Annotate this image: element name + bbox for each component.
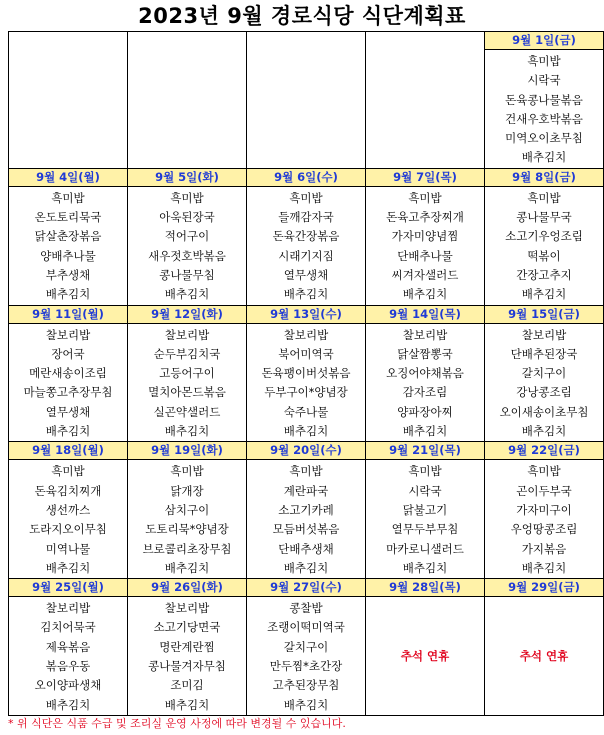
day-date-header: 9월 28일(목) bbox=[366, 579, 484, 597]
menu-item bbox=[9, 70, 127, 89]
menu-item: 씨겨자샐러드 bbox=[391, 267, 459, 282]
menu-item: 흑미밥 bbox=[527, 464, 561, 479]
menu-item: 찰보리밥 bbox=[521, 327, 567, 342]
menu-item: 콩나물겨자무침 bbox=[148, 659, 226, 674]
day-date-header: 9월 22일(금) bbox=[485, 442, 603, 460]
menu-item: 갈치구이 bbox=[283, 639, 329, 654]
menu-item: 배추김치 bbox=[45, 697, 91, 712]
page-title: 2023년 9월 경로식당 식단계획표 bbox=[138, 4, 466, 28]
menu-item: 돈육김치찌개 bbox=[34, 483, 102, 498]
day-cell bbox=[366, 168, 485, 305]
menu-item: 모듬버섯볶음 bbox=[272, 522, 340, 537]
menu-item: 감자조림 bbox=[402, 385, 448, 400]
disclaimer-note: * 위 식단은 식품 수급 및 조리실 운영 사정에 따라 변경될 수 있습니다. bbox=[8, 717, 346, 730]
menu-item: 온도토리묵국 bbox=[34, 210, 102, 225]
menu-item bbox=[247, 70, 365, 89]
menu-item: 배추김치 bbox=[45, 287, 91, 302]
menu-item-list bbox=[128, 460, 246, 578]
menu-item: 배추김치 bbox=[45, 560, 91, 575]
menu-item: 배추김치 bbox=[402, 287, 448, 302]
menu-item: 찰보리밥 bbox=[45, 327, 91, 342]
day-date-header: 9월 5일(화) bbox=[128, 169, 246, 187]
menu-item: 열무생채 bbox=[283, 267, 329, 282]
menu-item: 마늘쫑고추장무침 bbox=[23, 385, 113, 400]
menu-item bbox=[366, 70, 484, 89]
day-date-header: 9월 6일(수) bbox=[247, 169, 365, 187]
menu-item: 배추김치 bbox=[164, 287, 210, 302]
week-row bbox=[9, 168, 604, 305]
menu-item: 시락국 bbox=[408, 483, 442, 498]
menu-item: 미역오이초무침 bbox=[505, 131, 583, 146]
menu-item: 닭불고기 bbox=[402, 502, 448, 517]
menu-item bbox=[9, 51, 127, 70]
menu-item: 돈육간장볶음 bbox=[272, 229, 340, 244]
menu-item bbox=[366, 109, 484, 128]
day-date-header: 9월 14일(목) bbox=[366, 306, 484, 324]
day-date-header: 9월 18일(월) bbox=[9, 442, 127, 460]
day-date-header: 9월 26일(화) bbox=[128, 579, 246, 597]
day-date-header: 9월 12일(화) bbox=[128, 306, 246, 324]
menu-item: 닭살짬뽕국 bbox=[397, 346, 453, 361]
menu-item: 배추김치 bbox=[164, 424, 210, 439]
day-cell bbox=[485, 168, 604, 305]
menu-item: 떡볶이 bbox=[527, 248, 561, 263]
empty-day-header bbox=[247, 32, 365, 49]
week-row bbox=[9, 442, 604, 579]
menu-item: 강낭콩조림 bbox=[516, 385, 572, 400]
menu-item bbox=[366, 90, 484, 109]
menu-item: 제육볶음 bbox=[45, 639, 91, 654]
day-cell bbox=[366, 579, 485, 716]
day-cell bbox=[128, 305, 247, 442]
menu-item: 배추김치 bbox=[521, 287, 567, 302]
menu-item: 단배추생채 bbox=[278, 541, 334, 556]
menu-item: 조미김 bbox=[170, 678, 204, 693]
empty-day-header bbox=[128, 32, 246, 49]
menu-item: 흑미밥 bbox=[170, 464, 204, 479]
menu-item-list bbox=[366, 324, 484, 442]
menu-item bbox=[9, 147, 127, 166]
menu-item: 돈육고추장찌개 bbox=[386, 210, 464, 225]
menu-item: 배추김치 bbox=[402, 424, 448, 439]
menu-item bbox=[128, 128, 246, 147]
menu-item: 오이양파생채 bbox=[34, 678, 102, 693]
menu-item: 고추된장무침 bbox=[272, 678, 340, 693]
day-cell bbox=[247, 32, 366, 169]
menu-item: 우엉땅콩조림 bbox=[510, 522, 578, 537]
menu-item: 흑미밥 bbox=[527, 54, 561, 68]
menu-item: 단배추된장국 bbox=[510, 346, 578, 361]
menu-item-list bbox=[485, 50, 603, 168]
menu-item: 흑미밥 bbox=[408, 190, 442, 205]
day-cell bbox=[9, 32, 128, 169]
menu-item-list bbox=[485, 187, 603, 305]
menu-item: 가지볶음 bbox=[521, 541, 567, 556]
day-cell bbox=[128, 579, 247, 716]
menu-item bbox=[128, 109, 246, 128]
menu-item: 생선까스 bbox=[45, 502, 91, 517]
day-cell bbox=[128, 442, 247, 579]
menu-item: 고등어구이 bbox=[159, 366, 215, 381]
day-cell bbox=[9, 579, 128, 716]
menu-item bbox=[9, 109, 127, 128]
day-date-header: 9월 15일(금) bbox=[485, 306, 603, 324]
day-date-header: 9월 21일(목) bbox=[366, 442, 484, 460]
menu-item: 오이새송이초무침 bbox=[499, 404, 589, 419]
menu-item: 배추김치 bbox=[164, 560, 210, 575]
menu-item bbox=[247, 128, 365, 147]
menu-item bbox=[9, 128, 127, 147]
menu-item: 시락국 bbox=[527, 73, 561, 88]
menu-item: 조랭이떡미역국 bbox=[267, 620, 345, 635]
menu-item: 명란계란찜 bbox=[159, 639, 215, 654]
menu-item: 북어미역국 bbox=[278, 346, 334, 361]
menu-item: 장어국 bbox=[51, 346, 85, 361]
day-cell bbox=[9, 442, 128, 579]
day-date-header: 9월 13일(수) bbox=[247, 306, 365, 324]
menu-item: 찰보리밥 bbox=[164, 327, 210, 342]
menu-item: 김치어묵국 bbox=[40, 620, 96, 635]
menu-item bbox=[247, 90, 365, 109]
day-cell bbox=[485, 305, 604, 442]
menu-item: 콩나물무침 bbox=[159, 267, 215, 282]
menu-item: 실곤약샐러드 bbox=[153, 404, 221, 419]
day-cell bbox=[366, 442, 485, 579]
menu-item: 브로콜리초장무침 bbox=[142, 541, 232, 556]
day-date-header: 9월 27일(수) bbox=[247, 579, 365, 597]
menu-item-list bbox=[247, 597, 365, 715]
day-date-header: 9월 4일(월) bbox=[9, 169, 127, 187]
menu-item bbox=[247, 109, 365, 128]
menu-item: 들깨감자국 bbox=[278, 210, 334, 225]
menu-item-list bbox=[366, 49, 484, 167]
menu-item: 가자미양념찜 bbox=[391, 229, 459, 244]
menu-item bbox=[247, 147, 365, 166]
meal-plan-table bbox=[8, 31, 604, 716]
menu-item: 계란파국 bbox=[283, 483, 329, 498]
menu-item: 돈육콩나물볶음 bbox=[505, 92, 583, 107]
menu-item-list bbox=[9, 187, 127, 305]
menu-item: 소고기우엉조림 bbox=[505, 229, 583, 244]
menu-item-list bbox=[247, 49, 365, 167]
menu-item: 순두부김치국 bbox=[153, 346, 221, 361]
menu-item-list bbox=[9, 49, 127, 167]
menu-item-list bbox=[247, 460, 365, 578]
day-cell bbox=[485, 579, 604, 716]
day-date-header: 9월 29일(금) bbox=[485, 579, 603, 597]
menu-item-list bbox=[247, 187, 365, 305]
menu-item: 찰보리밥 bbox=[164, 601, 210, 616]
menu-item bbox=[128, 51, 246, 70]
menu-item: 콩찰밥 bbox=[289, 601, 323, 616]
menu-item: 숙주나물 bbox=[283, 404, 329, 419]
day-cell bbox=[128, 168, 247, 305]
menu-item: 찰보리밥 bbox=[283, 327, 329, 342]
menu-item: 새우젓호박볶음 bbox=[148, 248, 226, 263]
menu-item: 볶음우동 bbox=[45, 659, 91, 674]
menu-item: 흑미밥 bbox=[527, 190, 561, 205]
menu-item: 단배추나물 bbox=[397, 248, 453, 263]
menu-item bbox=[9, 90, 127, 109]
day-date-header: 9월 1일(금) bbox=[485, 32, 603, 50]
menu-item: 가자미구이 bbox=[516, 502, 572, 517]
menu-item: 배추김치 bbox=[521, 560, 567, 575]
menu-item-list bbox=[9, 597, 127, 715]
menu-item: 배추김치 bbox=[283, 424, 329, 439]
day-cell bbox=[247, 579, 366, 716]
day-date-header: 9월 19일(화) bbox=[128, 442, 246, 460]
menu-item: 흑미밥 bbox=[289, 190, 323, 205]
week-row bbox=[9, 305, 604, 442]
day-cell bbox=[9, 305, 128, 442]
menu-item: 돈육팽이버섯볶음 bbox=[261, 366, 351, 381]
menu-item: 닭살춘장볶음 bbox=[34, 229, 102, 244]
menu-item: 건새우호박볶음 bbox=[505, 111, 583, 126]
menu-item-list bbox=[128, 597, 246, 715]
menu-item-list bbox=[128, 187, 246, 305]
menu-item: 양파장아찌 bbox=[397, 404, 453, 419]
menu-item: 두부구이*양념장 bbox=[264, 385, 348, 400]
day-cell bbox=[247, 442, 366, 579]
menu-item bbox=[247, 51, 365, 70]
empty-day-header bbox=[366, 32, 484, 49]
menu-item-list bbox=[9, 324, 127, 442]
day-cell bbox=[128, 32, 247, 169]
day-cell bbox=[9, 168, 128, 305]
menu-item: 소고기당면국 bbox=[153, 620, 221, 635]
menu-item: 찰보리밥 bbox=[45, 601, 91, 616]
menu-item: 오징어야채볶음 bbox=[386, 366, 464, 381]
day-cell bbox=[485, 32, 604, 169]
menu-item: 닭개장 bbox=[170, 483, 204, 498]
menu-item-list bbox=[128, 49, 246, 167]
menu-item-list bbox=[366, 187, 484, 305]
menu-item-list bbox=[247, 324, 365, 442]
menu-item: 간장고추지 bbox=[516, 267, 572, 282]
menu-item: 삼치구이 bbox=[164, 502, 210, 517]
menu-item: 적어구이 bbox=[164, 229, 210, 244]
menu-item: 흑미밥 bbox=[289, 464, 323, 479]
day-date-header: 9월 11일(월) bbox=[9, 306, 127, 324]
menu-item-list bbox=[128, 324, 246, 442]
menu-item: 도토리묵*양념장 bbox=[145, 522, 229, 537]
day-date-header: 9월 20일(수) bbox=[247, 442, 365, 460]
menu-item: 배추김치 bbox=[402, 560, 448, 575]
day-date-header: 9월 25일(월) bbox=[9, 579, 127, 597]
holiday-label: 추석 연휴 bbox=[400, 648, 450, 663]
menu-item: 배추김치 bbox=[283, 560, 329, 575]
menu-item-list bbox=[485, 324, 603, 442]
menu-item: 콩나물무국 bbox=[516, 210, 572, 225]
menu-item: 갈치구이 bbox=[521, 366, 567, 381]
day-cell bbox=[366, 32, 485, 169]
menu-item: 찰보리밥 bbox=[402, 327, 448, 342]
menu-item: 흑미밥 bbox=[51, 190, 85, 205]
menu-item: 멸치아몬드볶음 bbox=[148, 385, 226, 400]
empty-day-header bbox=[9, 32, 127, 49]
menu-item-list bbox=[485, 460, 603, 578]
menu-item: 열무두부무침 bbox=[391, 522, 459, 537]
week-row bbox=[9, 579, 604, 716]
menu-item: 배추김치 bbox=[45, 424, 91, 439]
menu-item: 배추김치 bbox=[283, 697, 329, 712]
menu-item bbox=[366, 51, 484, 70]
menu-item: 메란새송이조림 bbox=[29, 366, 107, 381]
menu-item: 양배추나물 bbox=[40, 248, 96, 263]
menu-item: 배추김치 bbox=[283, 287, 329, 302]
day-cell bbox=[485, 442, 604, 579]
menu-item: 시래기지짐 bbox=[278, 248, 334, 263]
menu-item: 아욱된장국 bbox=[159, 210, 215, 225]
day-date-header: 9월 8일(금) bbox=[485, 169, 603, 187]
menu-item: 흑미밥 bbox=[408, 464, 442, 479]
day-cell bbox=[366, 305, 485, 442]
day-date-header: 9월 7일(목) bbox=[366, 169, 484, 187]
menu-item bbox=[128, 70, 246, 89]
menu-item bbox=[366, 147, 484, 166]
day-cell bbox=[247, 305, 366, 442]
menu-item bbox=[128, 90, 246, 109]
menu-item-list bbox=[366, 460, 484, 578]
menu-item bbox=[366, 128, 484, 147]
menu-item: 열무생채 bbox=[45, 404, 91, 419]
menu-item bbox=[128, 147, 246, 166]
menu-item: 소고기카레 bbox=[278, 502, 334, 517]
menu-item: 배추김치 bbox=[521, 150, 567, 165]
menu-item: 부추생채 bbox=[45, 267, 91, 282]
menu-item: 흑미밥 bbox=[170, 190, 204, 205]
day-cell bbox=[247, 168, 366, 305]
holiday-label: 추석 연휴 bbox=[519, 648, 569, 663]
menu-item-list bbox=[9, 460, 127, 578]
menu-item: 배추김치 bbox=[521, 424, 567, 439]
menu-item: 배추김치 bbox=[164, 697, 210, 712]
week-row bbox=[9, 32, 604, 169]
menu-item: 곤이두부국 bbox=[516, 483, 572, 498]
menu-item: 만두찜*초간장 bbox=[269, 659, 343, 674]
menu-item: 도라지오이무침 bbox=[29, 522, 107, 537]
menu-item: 흑미밥 bbox=[51, 464, 85, 479]
menu-item: 마카로니샐러드 bbox=[386, 541, 464, 556]
menu-item: 미역나물 bbox=[45, 541, 91, 556]
